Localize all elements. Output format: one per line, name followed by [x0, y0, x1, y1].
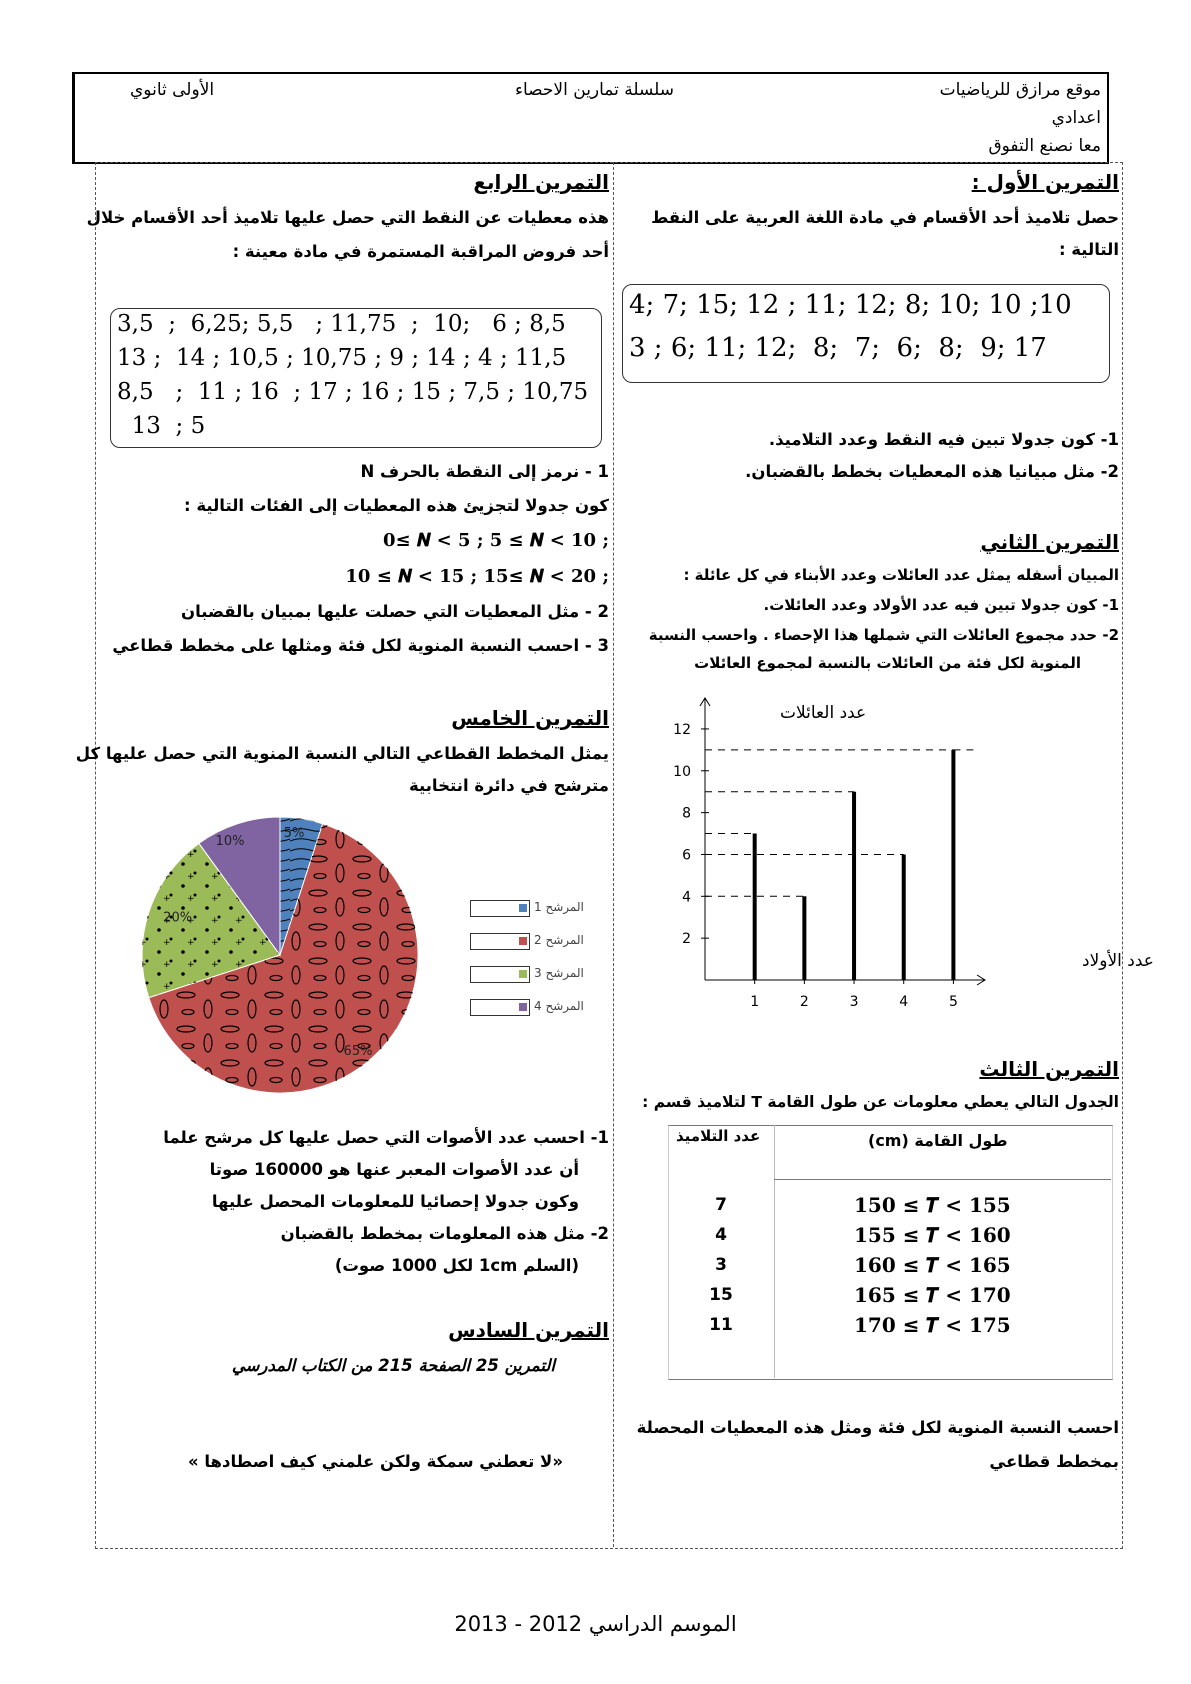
- ex3-row-count: 7: [715, 1195, 727, 1215]
- ex1-data-box: [622, 284, 1110, 383]
- legend-swatch: [470, 999, 530, 1016]
- ex2-bar-chart: [640, 690, 1154, 1020]
- x-tick-label: 2: [799, 994, 809, 1010]
- y-tick-label: 2: [682, 931, 691, 948]
- x-tick-label: 5: [948, 994, 958, 1010]
- ex2-q2-line-2: المنوية لكل فئة من العائلات بالنسبة لمجموع العائلات: [694, 654, 1081, 672]
- footer-year: الموسم الدراسي 2012 - 2013: [454, 1612, 737, 1636]
- legend-label: المرشح 3: [534, 966, 584, 980]
- ex3-table: [668, 1125, 1113, 1380]
- motto: معا نصنع التفوق: [988, 136, 1101, 156]
- ex3-task-2: بمخطط قطاعي: [989, 1452, 1119, 1471]
- legend-label: المرشح 4: [534, 999, 584, 1013]
- ex3-col-count: عدد التلاميذ: [676, 1127, 761, 1145]
- ex1-intro-1: حصل تلاميذ أحد الأقسام في مادة اللغة العربية على النقط: [651, 208, 1119, 227]
- ex4-title: التمرين الرابع: [473, 170, 609, 194]
- ex3-row-interval: 160 ≤ 𝑻 < 165: [854, 1253, 1011, 1277]
- level-label: الأولى ثانوي: [130, 80, 215, 100]
- series-title: سلسلة تمارين الاحصاء: [515, 80, 675, 100]
- site-name: موقع مرازق للرياضيات: [939, 80, 1101, 100]
- ex4-data-line-3: 8,5 ; 11 ; 16 ; 17 ; 16 ; 15 ; 7,5 ; 10,75: [117, 379, 589, 405]
- ex3-task-1: احسب النسبة المنوية لكل فئة ومثل هذه المعطيات المحصلة: [636, 1418, 1119, 1437]
- x-tick-label: 1: [750, 994, 760, 1010]
- ex5-intro-1: يمثل المخطط القطاعي التالي النسبة المنوية التي حصل عليها كل: [75, 744, 609, 763]
- ex5-q2-line-2: (السلم 1cm لكل 1000 صوت): [334, 1256, 579, 1275]
- y-tick-label: 6: [682, 847, 691, 864]
- ex5-intro-2: مترشح في دائرة انتخابية: [409, 776, 609, 795]
- ex4-class-line-2: 10 ≤ 𝑵 < 15 ; 15≤ 𝑵 < 20 ;: [345, 566, 609, 587]
- x-tick-label: 4: [899, 994, 909, 1010]
- ex3-row-count: 3: [715, 1255, 727, 1275]
- ex2-title: التمرين الثاني: [980, 530, 1119, 554]
- ex4-q1b: كون جدولا لتجزيئ هذه المعطيات إلى الفئات التالية :: [184, 496, 609, 515]
- ex4-q2: 2 - مثل المعطيات التي حصلت عليها بمبيان بالقضبان: [181, 602, 609, 621]
- ex6-quote: «لا تعطني سمكة ولكن علمني كيف اصطادها »: [187, 1452, 563, 1471]
- legend-swatch: [470, 966, 530, 983]
- chart-xlabel: عدد الأولاد: [1082, 951, 1154, 971]
- chart-ylabel: عدد العائلات: [780, 703, 867, 723]
- ex1-q2: 2- مثل مبيانيا هذه المعطيات بخطط بالقضبان.: [745, 462, 1119, 481]
- ex4-data-line-2: 13 ; 14 ; 10,5 ; 10,75 ; 9 ; 14 ; 4 ; 11,5: [117, 345, 567, 371]
- ex6-title: التمرين السادس: [448, 1318, 609, 1342]
- ex3-table-header-rule: [774, 1179, 1111, 1180]
- x-tick-label: 3: [849, 994, 859, 1010]
- ex3-row-interval: 165 ≤ 𝑻 < 170: [854, 1283, 1011, 1307]
- ex3-row-interval: 150 ≤ 𝑻 < 155: [854, 1193, 1011, 1217]
- ex5-q1-line-2: أن عدد الأصوات المعبر عنها هو 160000 صوتا: [209, 1160, 579, 1179]
- pie-legend: [470, 900, 590, 1040]
- column-divider: [613, 162, 614, 1547]
- ex2-intro: المبيان أسفله يمثل عدد العائلات وعدد الأبناء في كل عائلة :: [683, 566, 1119, 584]
- grade-label: اعدادي: [1051, 108, 1101, 128]
- ex4-data-line-1: 3,5 ; 6,25; 5,5 ; 11,75 ; 10; 6 ; 8,5: [117, 311, 566, 337]
- ex4-data-line-4: 13 ; 5: [117, 413, 206, 439]
- ex1-data-line-2: 3 ; 6; 11; 12; 8; 7; 6; 8; 9; 17: [629, 333, 1047, 363]
- y-tick-label: 4: [682, 889, 691, 906]
- ex3-row-interval: 155 ≤ 𝑻 < 160: [854, 1223, 1011, 1247]
- ex5-q1-line-1: 1- احسب عدد الأصوات التي حصل عليها كل مرشح علما: [163, 1128, 609, 1147]
- ex5-q1-line-3: وكون جدولا إحصائيا للمعلومات المحصل عليها: [211, 1192, 579, 1211]
- legend-swatch: [470, 933, 530, 950]
- ex5-pie-chart: [130, 815, 430, 1095]
- ex3-col-height: طول القامة (cm): [868, 1131, 1008, 1150]
- ex4-q1: 1 - نرمز إلى النقطة بالحرف N: [360, 462, 609, 481]
- legend-label: المرشح 2: [534, 933, 584, 947]
- y-tick-label: 10: [673, 763, 691, 780]
- ex3-title: التمرين الثالث: [979, 1057, 1119, 1081]
- y-tick-label: 12: [673, 721, 691, 738]
- ex2-q2-line-1: 2- حدد مجموع العائلات التي شملها هذا الإحصاء . واحسب النسبة: [648, 626, 1119, 644]
- pie-slice-label: 5%: [283, 826, 305, 841]
- ex4-intro-1: هذه معطيات عن النقط التي حصل عليها تلاميذ أحد الأقسام خلال: [86, 208, 609, 227]
- ex5-q2-line-1: 2- مثل هذه المعلومات بمخطط بالقضبان: [280, 1224, 609, 1243]
- ex1-intro-2: التالية :: [1058, 240, 1119, 259]
- ex3-intro: الجدول التالي يعطي معلومات عن طول القامة T لتلاميذ قسم :: [642, 1093, 1119, 1111]
- ex1-q1: 1- كون جدولا تبين فيه النقط وعدد التلاميذ.: [768, 430, 1119, 449]
- y-tick-label: 8: [682, 805, 691, 822]
- ex3-table-col-divider: [774, 1125, 775, 1378]
- legend-swatch: [470, 900, 530, 917]
- ex3-row-interval: 170 ≤ 𝑻 < 175: [854, 1313, 1011, 1337]
- pie-slice-label: 20%: [163, 910, 193, 926]
- ex3-row-count: 15: [709, 1285, 733, 1305]
- pie-slice-label: 65%: [343, 1044, 373, 1059]
- ex1-title: التمرين الأول :: [971, 170, 1119, 194]
- ex3-row-count: 11: [709, 1315, 733, 1335]
- ex4-data-box: [110, 308, 602, 448]
- ex4-q3: 3 - احسب النسبة المنوية لكل فئة ومثلها على مخطط قطاعي: [112, 636, 609, 655]
- legend-label: المرشح 1: [534, 900, 584, 914]
- pie-slice-label: 10%: [215, 834, 245, 849]
- header-box: [72, 72, 1109, 164]
- ex5-title: التمرين الخامس: [451, 706, 609, 730]
- ex4-class-line-1: 0≤ 𝑵 < 5 ; 5 ≤ 𝑵 < 10 ;: [382, 530, 609, 551]
- ex1-data-line-1: 4; 7; 15; 12 ; 11; 12; 8; 10; 10 ;10: [629, 290, 1072, 320]
- ex3-row-count: 4: [715, 1225, 727, 1245]
- ex4-intro-2: أحد فروض المراقبة المستمرة في مادة معينة :: [232, 242, 609, 261]
- ex6-text: التمرين 25 الصفحة 215 من الكتاب المدرسي: [231, 1356, 555, 1375]
- ex2-q1: 1- كون جدولا تبين فيه عدد الأولاد وعدد العائلات.: [763, 596, 1119, 614]
